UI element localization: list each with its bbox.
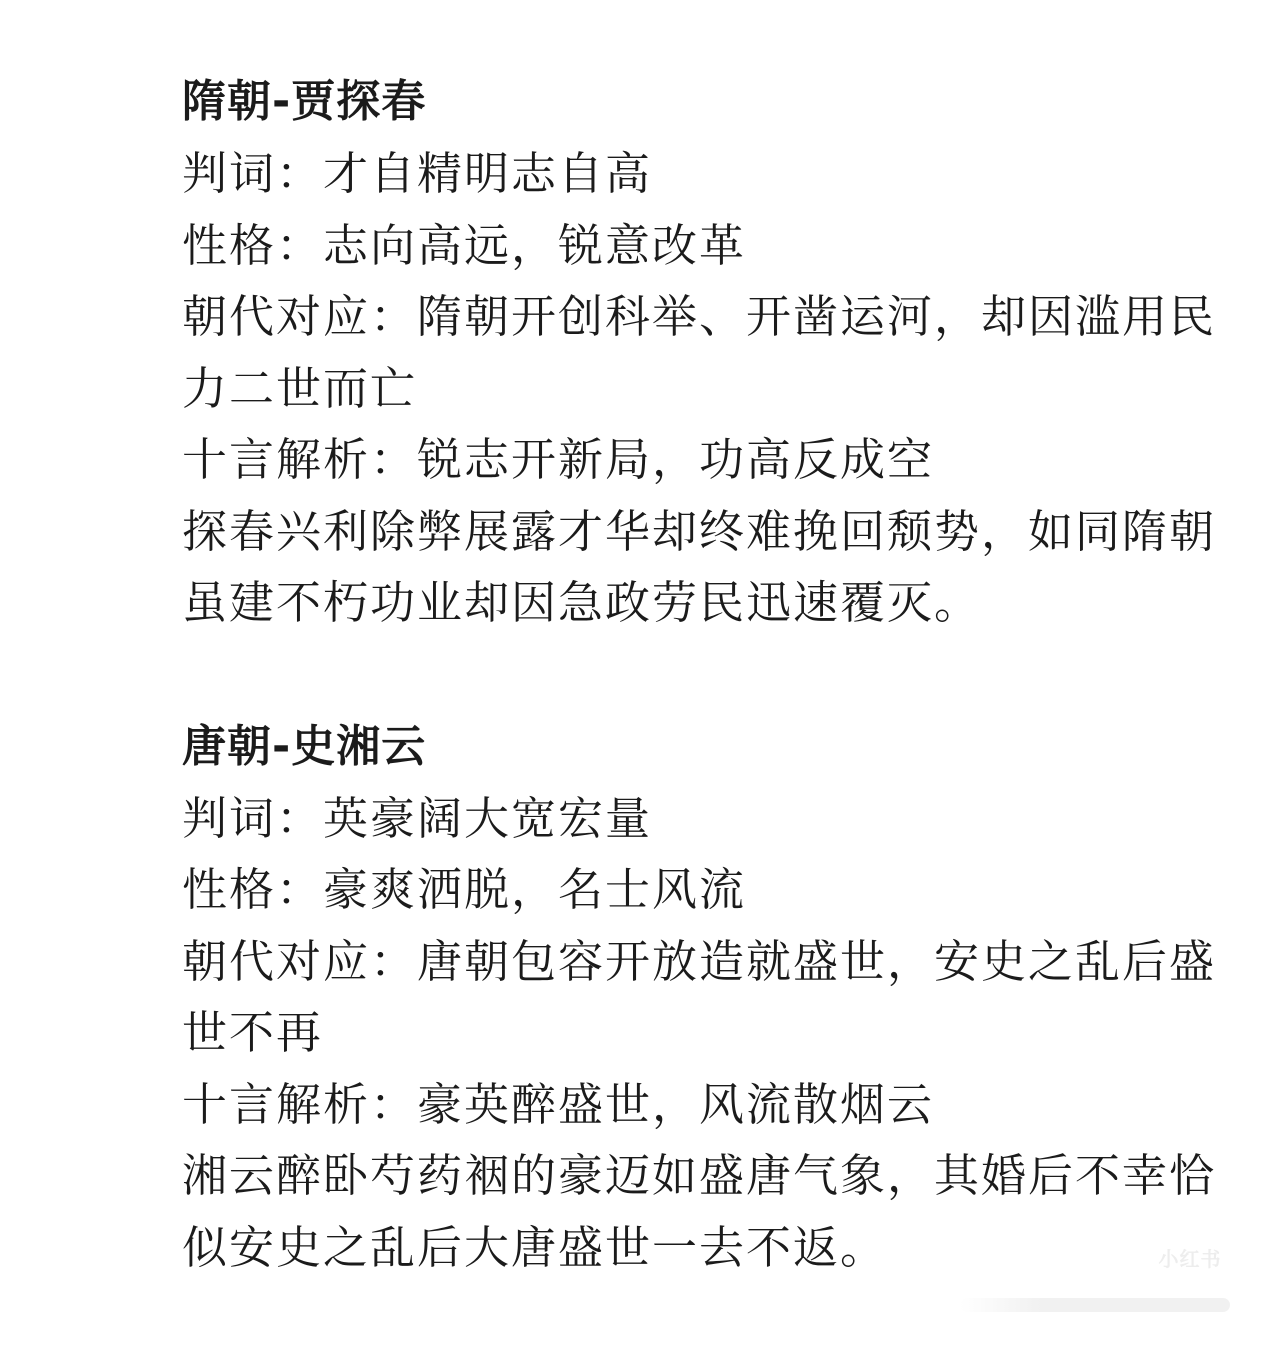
commentary-paragraph: 探春兴利除弊展露才华却终难挽回颓势，如同隋朝虽建不朽功业却因急政劳民迅速覆灭。 (182, 504, 1217, 629)
verdict-line: 判词：才自精明志自高 (182, 147, 653, 200)
dynasty-correspondence-line: 朝代对应：隋朝开创科举、开凿运河，却因滥用民力二世而亡 (182, 290, 1217, 415)
ten-word-analysis-line: 十言解析：锐志开新局，功高反成空 (182, 433, 935, 486)
article-content (182, 66, 1222, 1283)
section-sui-tanchun (182, 66, 1222, 639)
verdict-line: 判词：英豪阔大宽宏量 (182, 791, 653, 845)
section-title: 唐朝-史湘云 (182, 720, 427, 772)
personality-line: 性格：豪爽洒脱，名士风流 (182, 863, 747, 916)
watermark-id-bar (960, 1298, 1230, 1312)
ten-word-analysis-line: 十言解析：豪英醉盛世，风流散烟云 (182, 1077, 935, 1131)
dynasty-correspondence-line: 朝代对应：唐朝包容开放造就盛世，安史之乱后盛世不再 (182, 934, 1217, 1059)
xiaohongshu-watermark: 小红书 (1158, 1247, 1222, 1271)
commentary-paragraph: 湘云醉卧芍药裀的豪迈如盛唐气象，其婚后不幸恰似安史之乱后大唐盛世一去不返。 (182, 1149, 1217, 1274)
personality-line: 性格：志向高远，锐意改革 (182, 218, 747, 272)
section-tang-xiangyun (182, 711, 1222, 1284)
section-title: 隋朝-贾探春 (182, 76, 427, 127)
